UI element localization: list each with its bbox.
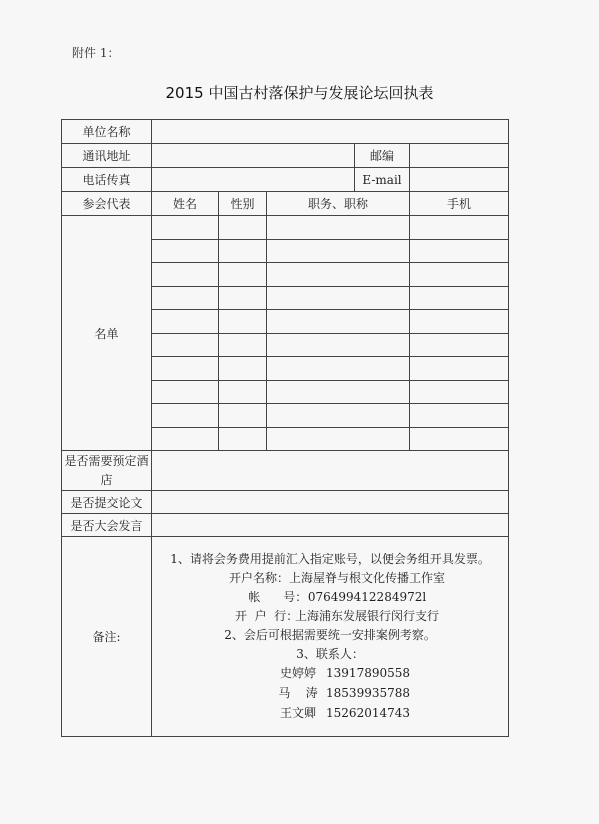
contact-line: [152, 664, 508, 684]
speak-row: [62, 514, 509, 537]
notes-row: [62, 537, 509, 737]
contact-line: [152, 684, 508, 704]
address-label: 通讯地址: [62, 144, 152, 168]
bank-value: 上海浦东发展银行闵行支行: [295, 608, 440, 623]
need-hotel-label: 是否需要预定酒店: [62, 451, 152, 491]
form-title: 2015 中国古村落保护与发展论坛回执表: [165, 84, 434, 102]
delegate-name-cell[interactable]: [152, 427, 219, 451]
postcode-field[interactable]: [410, 144, 509, 168]
delegate-position-cell[interactable]: [267, 357, 410, 381]
note-item-3: 3、联系人：: [296, 646, 364, 661]
delegate-gender-cell[interactable]: [219, 333, 267, 357]
delegate-name-cell[interactable]: [152, 286, 219, 310]
notes-label: 备注:: [62, 537, 152, 737]
account-number-line: [152, 588, 508, 607]
delegate-gender-cell[interactable]: [219, 380, 267, 404]
account-name-line: [152, 569, 508, 588]
delegate-gender-cell[interactable]: [219, 286, 267, 310]
speak-label: 是否大会发言: [62, 514, 152, 537]
delegates-label: 参会代表: [62, 192, 152, 216]
hotel-row: [62, 451, 509, 491]
delegate-name-cell[interactable]: [152, 263, 219, 287]
contact-phone: 15262014743: [326, 705, 411, 720]
col-name-header: 姓名: [152, 192, 219, 216]
contact-name: 王文卿: [280, 705, 317, 720]
delegate-gender-cell[interactable]: [219, 310, 267, 334]
unit-name-field[interactable]: [152, 120, 509, 144]
delegate-mobile-cell[interactable]: [410, 310, 509, 334]
delegate-mobile-cell[interactable]: [410, 239, 509, 263]
delegate-mobile-cell[interactable]: [410, 404, 509, 428]
delegate-name-cell[interactable]: [152, 380, 219, 404]
delegate-gender-cell[interactable]: [219, 427, 267, 451]
delegate-name-cell[interactable]: [152, 239, 219, 263]
delegate-gender-cell[interactable]: [219, 239, 267, 263]
address-row: [62, 144, 509, 168]
attachment-label: 附件 1：: [72, 46, 120, 60]
account-number-value: 076499412284972l: [307, 589, 427, 604]
postcode-label: 邮编: [355, 144, 410, 168]
delegate-name-cell[interactable]: [152, 333, 219, 357]
account-number-label: 帐 号：: [248, 589, 308, 604]
delegate-mobile-cell[interactable]: [410, 286, 509, 310]
contact-phone: 18539935788: [326, 685, 411, 700]
delegate-mobile-cell[interactable]: [410, 333, 509, 357]
delegate-name-cell[interactable]: [152, 357, 219, 381]
speak-field[interactable]: [152, 514, 509, 537]
col-mobile-header: 手机: [410, 192, 509, 216]
delegate-mobile-cell[interactable]: [410, 427, 509, 451]
need-hotel-field[interactable]: [152, 451, 509, 491]
delegate-position-cell[interactable]: [267, 380, 410, 404]
email-label: E-mail: [355, 168, 410, 192]
note-item-2: 2、会后可根据需要统一安排案例考察。: [224, 627, 436, 642]
delegate-mobile-cell[interactable]: [410, 357, 509, 381]
bank-line: [152, 607, 508, 626]
delegate-name-cell[interactable]: [152, 404, 219, 428]
delegate-gender-cell[interactable]: [219, 357, 267, 381]
contact-phone: 13917890558: [326, 665, 411, 680]
phone-row: [62, 168, 509, 192]
contact-name: 史婷婷: [280, 665, 317, 680]
phone-fax-label: 电话传真: [62, 168, 152, 192]
delegate-gender-cell[interactable]: [219, 404, 267, 428]
delegate-position-cell[interactable]: [267, 404, 410, 428]
delegate-position-cell[interactable]: [267, 216, 410, 240]
address-field[interactable]: [152, 144, 355, 168]
account-name-label: 开户名称：: [229, 570, 290, 585]
list-label: 名单: [62, 216, 152, 451]
delegate-gender-cell[interactable]: [219, 216, 267, 240]
registration-form-table: [61, 119, 509, 737]
delegate-name-cell[interactable]: [152, 216, 219, 240]
delegate-name-cell[interactable]: [152, 310, 219, 334]
unit-name-row: [62, 120, 509, 144]
note-item-1: 1、请将会务费用提前汇入指定账号，以便会务组开具发票。: [170, 551, 490, 566]
submit-paper-field[interactable]: [152, 491, 509, 514]
delegate-position-cell[interactable]: [267, 263, 410, 287]
delegate-position-cell[interactable]: [267, 427, 410, 451]
contact-line: [152, 704, 508, 724]
contact-name: 马 涛: [278, 685, 318, 700]
col-gender-header: 性别: [219, 192, 267, 216]
delegate-position-cell[interactable]: [267, 333, 410, 357]
delegate-mobile-cell[interactable]: [410, 380, 509, 404]
delegate-position-cell[interactable]: [267, 286, 410, 310]
bank-label: 开 户 行：: [235, 608, 299, 623]
delegate-position-cell[interactable]: [267, 310, 410, 334]
unit-name-label: 单位名称: [62, 120, 152, 144]
phone-fax-field[interactable]: [152, 168, 355, 192]
paper-row: [62, 491, 509, 514]
email-field[interactable]: [410, 168, 509, 192]
delegate-mobile-cell[interactable]: [410, 263, 509, 287]
notes-content: [152, 537, 509, 737]
account-name-value: 上海屋脊与根文化传播工作室: [289, 570, 446, 585]
delegate-row: [62, 216, 509, 240]
delegate-mobile-cell[interactable]: [410, 216, 509, 240]
delegate-position-cell[interactable]: [267, 239, 410, 263]
col-position-header: 职务、职称: [267, 192, 410, 216]
submit-paper-label: 是否提交论文: [62, 491, 152, 514]
delegate-gender-cell[interactable]: [219, 263, 267, 287]
delegates-header-row: [62, 192, 509, 216]
